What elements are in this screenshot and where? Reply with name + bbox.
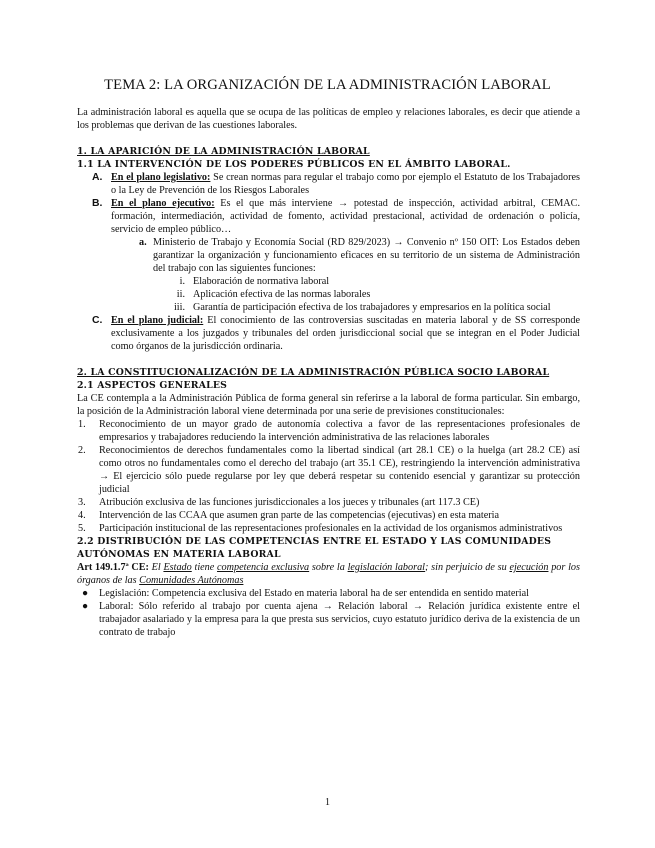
section-1-1-list <box>77 171 580 353</box>
list-label: 1. <box>78 419 86 430</box>
article-text: tiene <box>191 562 218 573</box>
section-2-1-heading: 2.1 ASPECTOS GENERALES <box>77 380 228 391</box>
section-2-1-paragraph: La CE contempla a la Administración Pública de forma general sin referirse a la laboral de forma particular. Sin embargo, la posición de la Administración laboral viene determinada por una serie de previsiones constitucionales: <box>77 393 580 417</box>
list-label: ii. <box>176 289 185 300</box>
list-label: 2. <box>78 445 86 456</box>
document-body <box>77 106 580 639</box>
sub-item-a <box>139 236 580 314</box>
item-b-sublist <box>111 236 580 314</box>
section-1-heading: 1. LA APARICIÓN DE LA ADMINISTRACIÓN LABORAL <box>77 146 370 157</box>
constitutional-provisions-list <box>77 418 580 535</box>
list-item <box>78 418 580 444</box>
item-a-title: En el plano legislativo: <box>111 172 211 183</box>
article-text: ; sin perjuicio de su <box>425 562 510 573</box>
list-item-text: Reconocimientos de derechos fundamentales como la libertad sindical (art 28.1 CE) o la huelga (art 28.2 CE) así como otros no fundamentales como el derecho del trabajo (art 35.1 CE), restringiendo la intervención administrativa → El ejercicio sólo puede regularse por ley que deberá respetar su contenido esencial y garantizar su protección judicial <box>99 445 580 495</box>
page-number: 1 <box>325 797 330 808</box>
list-label: i. <box>179 276 185 287</box>
item-c-title: En el plano judicial: <box>111 315 204 326</box>
list-item-text: Legislación: Competencia exclusiva del Estado en materia laboral ha de ser entendida en sentido material <box>99 588 529 599</box>
article-text: por los órganos de las <box>77 562 580 586</box>
list-item <box>82 600 580 639</box>
list-label: C. <box>92 315 103 326</box>
list-label: 5. <box>78 523 86 534</box>
bullet-icon: ● <box>82 601 89 612</box>
item-a-text: Se crean normas para regular el trabajo como por ejemplo el Estatuto de los Trabajadores o la Ley de Prevención de los Riesgos Laborales <box>111 172 580 196</box>
section-1-1-heading: 1.1 LA INTERVENCIÓN DE LOS PODERES PÚBLICOS EN EL ÁMBITO LABORAL. <box>77 159 511 170</box>
document-title: TEMA 2: LA ORGANIZACIÓN DE LA ADMINISTRACIÓN LABORAL <box>104 77 551 93</box>
list-item-text: Atribución exclusiva de las funciones jurisdiccionales a los jueces y tribunales (art 117.3 CE) <box>99 497 480 508</box>
item-b-text: Es el que más interviene → potestad de inspección, actividad arbitral, CEMAC. formación, intermediación, actividad de fomento, actividad prestacional, actividad de ordenación o policía, servicio de empleo público… <box>111 198 580 235</box>
list-item-text: Participación institucional de las representaciones profesionales en la actividad de los organismos administrativos <box>99 523 563 534</box>
list-item-text: Intervención de las CCAA que asumen gran parte de las competencias (ejecutivas) en esta materia <box>99 510 499 521</box>
list-item-a <box>92 171 580 197</box>
list-item <box>78 509 580 522</box>
article-emphasis: Estado <box>163 562 192 573</box>
list-item-text: Elaboración de normativa laboral <box>193 276 330 287</box>
list-label: iii. <box>173 302 185 313</box>
article-text: sobre la <box>309 562 348 573</box>
article-text: El <box>148 562 164 573</box>
sub-item-text: Ministerio de Trabajo y Economía Social (RD 829/2023) → Convenio nº 150 OIT: Los Estados deben garantizar la organización y funcionamiento eficaces en su territorio de un sistema de Administración del trabajo con las siguientes funciones: <box>153 237 580 274</box>
item-b-title: En el plano ejecutivo: <box>111 198 215 209</box>
list-item-c <box>92 314 581 353</box>
list-item-text: Garantía de participación efectiva de los trabajadores y empresarios en la política social <box>193 302 551 313</box>
functions-list <box>153 275 580 314</box>
article-emphasis: ejecución <box>509 562 549 573</box>
list-label: a. <box>139 237 147 248</box>
article-bullets <box>77 587 580 639</box>
list-item <box>82 587 580 600</box>
list-item-text: Aplicación efectiva de las normas laborales <box>193 289 371 300</box>
list-item <box>179 275 580 288</box>
list-item-b <box>92 197 580 314</box>
article-emphasis: legislación laboral <box>347 562 426 573</box>
list-item-text: Reconocimiento de un mayor grado de autonomía colectiva a favor de las representaciones profesionales de empresarios y trabajadores reduciendo la intervención administrativa de las relaciones laborales <box>99 419 580 443</box>
section-2-2-heading: 2.2 DISTRIBUCIÓN DE LAS COMPETENCIAS ENTRE EL ESTADO Y LAS COMUNIDADES AUTÓNOMAS EN MATERIA LABORAL <box>77 536 552 560</box>
list-item <box>176 288 580 301</box>
section-2-heading: 2. LA CONSTITUCIONALIZACIÓN DE LA ADMINISTRACIÓN PÚBLICA SOCIO LABORAL <box>77 367 550 378</box>
list-item <box>78 496 580 509</box>
item-c-text: El conocimiento de las controversias suscitadas en materia laboral y de SS corresponde exclusivamente a los juzgados y tribunales del orden jurisdiccional social que se integran en el Poder Judicial como órganos de la jurisdicción ordinaria. <box>111 315 581 352</box>
list-item-text: Laboral: Sólo referido al trabajo por cuenta ajena → Relación laboral → Relación jurídica existente entre el trabajador asalariado y la empresa para la que presta sus servicios, cuyo estatuto jurídico deriva de la existencia de un contrato de trabajo <box>99 601 580 638</box>
intro-paragraph: La administración laboral es aquella que se ocupa de las políticas de empleo y relaciones laborales, es decir que atiende a los problemas que derivan de las cuestiones laborales. <box>77 107 580 131</box>
list-item <box>78 444 580 496</box>
article-emphasis: competencia exclusiva <box>217 562 310 573</box>
article-label: Art 149.1.7ª CE: <box>77 562 149 573</box>
list-label: A. <box>92 172 103 183</box>
list-label: 4. <box>78 510 86 521</box>
list-label: B. <box>92 198 103 209</box>
bullet-icon: ● <box>82 588 89 599</box>
list-item <box>78 522 580 535</box>
list-label: 3. <box>78 497 86 508</box>
list-item <box>173 301 580 314</box>
article-emphasis: Comunidades Autónomas <box>139 575 244 586</box>
article-149-paragraph <box>77 561 580 587</box>
